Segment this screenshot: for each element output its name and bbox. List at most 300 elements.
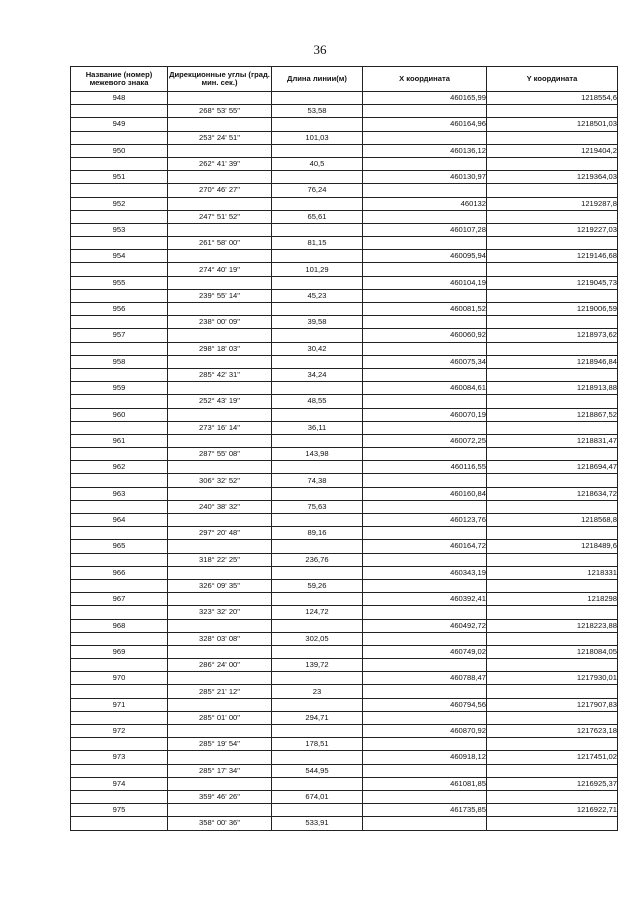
table-row — [71, 790, 618, 803]
table-row — [71, 593, 618, 606]
table-row — [71, 685, 618, 698]
direction-angle-cell — [168, 223, 272, 236]
table-row — [71, 711, 618, 724]
x-coordinate-cell — [363, 738, 487, 751]
direction-angle-cell: 240° 38' 32" — [168, 500, 272, 513]
direction-angle-cell — [168, 250, 272, 263]
direction-angle-cell: 238° 00' 09" — [168, 316, 272, 329]
direction-angle-cell: 274° 40' 19" — [168, 263, 272, 276]
table-row — [71, 184, 618, 197]
y-coordinate-cell — [487, 606, 618, 619]
y-coordinate-cell — [487, 184, 618, 197]
direction-angle-cell — [168, 645, 272, 658]
x-coordinate-cell: 460165,99 — [363, 92, 487, 105]
table-row — [71, 461, 618, 474]
marker-name-cell — [71, 632, 168, 645]
y-coordinate-cell: 1216925,37 — [487, 777, 618, 790]
direction-angle-cell: 285° 19' 54" — [168, 738, 272, 751]
line-length-cell: 81,15 — [272, 237, 363, 250]
line-length-cell — [272, 223, 363, 236]
table-row — [71, 92, 618, 105]
marker-name-cell: 960 — [71, 408, 168, 421]
marker-name-cell: 966 — [71, 566, 168, 579]
x-coordinate-cell — [363, 316, 487, 329]
direction-angle-cell — [168, 197, 272, 210]
line-length-cell: 544,95 — [272, 764, 363, 777]
direction-angle-cell — [168, 672, 272, 685]
line-length-cell: 302,05 — [272, 632, 363, 645]
direction-angle-cell: 285° 01' 00" — [168, 711, 272, 724]
y-coordinate-cell: 1218489,6 — [487, 540, 618, 553]
marker-name-cell: 950 — [71, 144, 168, 157]
y-coordinate-cell — [487, 685, 618, 698]
x-coordinate-cell — [363, 289, 487, 302]
y-coordinate-cell — [487, 210, 618, 223]
marker-name-cell: 949 — [71, 118, 168, 131]
marker-name-cell — [71, 711, 168, 724]
x-coordinate-cell — [363, 105, 487, 118]
y-coordinate-cell — [487, 105, 618, 118]
direction-angle-cell — [168, 434, 272, 447]
marker-name-cell — [71, 316, 168, 329]
direction-angle-cell — [168, 276, 272, 289]
line-length-cell — [272, 250, 363, 263]
direction-angle-cell: 285° 42' 31" — [168, 368, 272, 381]
line-length-cell: 101,29 — [272, 263, 363, 276]
line-length-cell: 65,61 — [272, 210, 363, 223]
line-length-cell — [272, 171, 363, 184]
table-row — [71, 131, 618, 144]
line-length-cell — [272, 566, 363, 579]
line-length-cell: 45,23 — [272, 289, 363, 302]
line-length-cell — [272, 382, 363, 395]
y-coordinate-cell: 1218501,03 — [487, 118, 618, 131]
y-coordinate-cell — [487, 448, 618, 461]
x-coordinate-cell: 460136,12 — [363, 144, 487, 157]
x-coordinate-cell — [363, 448, 487, 461]
y-coordinate-cell — [487, 368, 618, 381]
marker-name-cell: 973 — [71, 751, 168, 764]
marker-name-cell — [71, 500, 168, 513]
line-length-cell: 74,38 — [272, 474, 363, 487]
x-coordinate-cell — [363, 711, 487, 724]
direction-angle-cell — [168, 408, 272, 421]
table-row — [71, 645, 618, 658]
x-coordinate-cell: 460918,12 — [363, 751, 487, 764]
table-row — [71, 500, 618, 513]
marker-name-cell: 959 — [71, 382, 168, 395]
x-coordinate-cell: 460123,76 — [363, 514, 487, 527]
table-row — [71, 197, 618, 210]
line-length-cell: 75,63 — [272, 500, 363, 513]
line-length-cell — [272, 408, 363, 421]
marker-name-cell — [71, 579, 168, 592]
line-length-cell — [272, 487, 363, 500]
header-length: Длина линии(м) — [272, 67, 363, 92]
y-coordinate-cell — [487, 237, 618, 250]
marker-name-cell: 957 — [71, 329, 168, 342]
direction-angle-cell — [168, 118, 272, 131]
direction-angle-cell: 285° 21' 12" — [168, 685, 272, 698]
marker-name-cell: 968 — [71, 619, 168, 632]
marker-name-cell — [71, 184, 168, 197]
line-length-cell: 30,42 — [272, 342, 363, 355]
x-coordinate-cell — [363, 553, 487, 566]
line-length-cell: 236,76 — [272, 553, 363, 566]
x-coordinate-cell: 460164,96 — [363, 118, 487, 131]
table-row — [71, 368, 618, 381]
x-coordinate-cell: 460075,34 — [363, 355, 487, 368]
marker-name-cell — [71, 105, 168, 118]
y-coordinate-cell: 1218554,6 — [487, 92, 618, 105]
x-coordinate-cell: 460788,47 — [363, 672, 487, 685]
table-row — [71, 250, 618, 263]
marker-name-cell: 963 — [71, 487, 168, 500]
x-coordinate-cell: 460104,19 — [363, 276, 487, 289]
line-length-cell: 89,16 — [272, 527, 363, 540]
marker-name-cell: 972 — [71, 725, 168, 738]
x-coordinate-cell — [363, 157, 487, 170]
direction-angle-cell: 358° 00' 36" — [168, 817, 272, 830]
line-length-cell: 53,58 — [272, 105, 363, 118]
direction-angle-cell: 262° 41' 39" — [168, 157, 272, 170]
table-row — [71, 210, 618, 223]
direction-angle-cell — [168, 355, 272, 368]
direction-angle-cell: 239° 55' 14" — [168, 289, 272, 302]
line-length-cell — [272, 645, 363, 658]
line-length-cell — [272, 593, 363, 606]
table-row — [71, 395, 618, 408]
x-coordinate-cell: 460130,97 — [363, 171, 487, 184]
x-coordinate-cell — [363, 632, 487, 645]
marker-name-cell: 956 — [71, 303, 168, 316]
marker-name-cell — [71, 368, 168, 381]
x-coordinate-cell: 460343,19 — [363, 566, 487, 579]
x-coordinate-cell: 460749,02 — [363, 645, 487, 658]
line-length-cell — [272, 619, 363, 632]
x-coordinate-cell — [363, 368, 487, 381]
table-row — [71, 527, 618, 540]
table-row — [71, 632, 618, 645]
line-length-cell: 143,98 — [272, 448, 363, 461]
direction-angle-cell: 253° 24' 51" — [168, 131, 272, 144]
y-coordinate-cell: 1218331 — [487, 566, 618, 579]
marker-name-cell — [71, 474, 168, 487]
table-row — [71, 329, 618, 342]
y-coordinate-cell — [487, 817, 618, 830]
x-coordinate-cell — [363, 685, 487, 698]
marker-name-cell — [71, 342, 168, 355]
line-length-cell — [272, 276, 363, 289]
y-coordinate-cell: 1219045,73 — [487, 276, 618, 289]
line-length-cell — [272, 725, 363, 738]
marker-name-cell: 958 — [71, 355, 168, 368]
table-header-row — [71, 67, 618, 92]
x-coordinate-cell — [363, 790, 487, 803]
x-coordinate-cell — [363, 421, 487, 434]
y-coordinate-cell — [487, 527, 618, 540]
y-coordinate-cell: 1219146,68 — [487, 250, 618, 263]
table-row — [71, 606, 618, 619]
direction-angle-cell — [168, 461, 272, 474]
table-row — [71, 474, 618, 487]
marker-name-cell — [71, 685, 168, 698]
marker-name-cell — [71, 738, 168, 751]
marker-name-cell — [71, 395, 168, 408]
x-coordinate-cell: 460794,56 — [363, 698, 487, 711]
y-coordinate-cell — [487, 474, 618, 487]
direction-angle-cell: 323° 32' 20" — [168, 606, 272, 619]
marker-name-cell — [71, 289, 168, 302]
y-coordinate-cell — [487, 500, 618, 513]
y-coordinate-cell — [487, 764, 618, 777]
x-coordinate-cell — [363, 606, 487, 619]
table-row — [71, 237, 618, 250]
marker-name-cell: 974 — [71, 777, 168, 790]
marker-name-cell: 967 — [71, 593, 168, 606]
header-angles: Дирекционные углы (град. мин. сек.) — [168, 67, 272, 92]
y-coordinate-cell: 1219227,03 — [487, 223, 618, 236]
table-row — [71, 777, 618, 790]
direction-angle-cell — [168, 382, 272, 395]
table-row — [71, 804, 618, 817]
x-coordinate-cell: 460095,94 — [363, 250, 487, 263]
line-length-cell — [272, 514, 363, 527]
x-coordinate-cell: 460132 — [363, 197, 487, 210]
line-length-cell — [272, 804, 363, 817]
marker-name-cell: 951 — [71, 171, 168, 184]
table-row — [71, 659, 618, 672]
x-coordinate-cell — [363, 263, 487, 276]
table-row — [71, 355, 618, 368]
y-coordinate-cell — [487, 342, 618, 355]
line-length-cell: 674,01 — [272, 790, 363, 803]
table-row — [71, 408, 618, 421]
marker-name-cell — [71, 157, 168, 170]
table-row — [71, 817, 618, 830]
line-length-cell: 101,03 — [272, 131, 363, 144]
line-length-cell — [272, 197, 363, 210]
table-row — [71, 540, 618, 553]
table-row — [71, 553, 618, 566]
table-row — [71, 223, 618, 236]
direction-angle-cell — [168, 619, 272, 632]
direction-angle-cell — [168, 725, 272, 738]
direction-angle-cell — [168, 329, 272, 342]
x-coordinate-cell — [363, 817, 487, 830]
table-row — [71, 764, 618, 777]
line-length-cell: 39,58 — [272, 316, 363, 329]
line-length-cell — [272, 540, 363, 553]
x-coordinate-cell: 460492,72 — [363, 619, 487, 632]
direction-angle-cell: 328° 03' 08" — [168, 632, 272, 645]
table-row — [71, 514, 618, 527]
direction-angle-cell: 261° 58' 00" — [168, 237, 272, 250]
x-coordinate-cell: 460870,92 — [363, 725, 487, 738]
y-coordinate-cell — [487, 263, 618, 276]
line-length-cell — [272, 329, 363, 342]
coordinates-table — [70, 66, 618, 831]
table-row — [71, 118, 618, 131]
x-coordinate-cell — [363, 764, 487, 777]
marker-name-cell: 975 — [71, 804, 168, 817]
direction-angle-cell: 359° 46' 26" — [168, 790, 272, 803]
y-coordinate-cell: 1217451,02 — [487, 751, 618, 764]
x-coordinate-cell — [363, 579, 487, 592]
marker-name-cell: 948 — [71, 92, 168, 105]
marker-name-cell: 965 — [71, 540, 168, 553]
table-row — [71, 487, 618, 500]
line-length-cell: 533,91 — [272, 817, 363, 830]
y-coordinate-cell — [487, 289, 618, 302]
table-row — [71, 579, 618, 592]
x-coordinate-cell: 460160,84 — [363, 487, 487, 500]
y-coordinate-cell: 1218946,84 — [487, 355, 618, 368]
direction-angle-cell: 273° 16' 14" — [168, 421, 272, 434]
direction-angle-cell — [168, 487, 272, 500]
x-coordinate-cell — [363, 474, 487, 487]
table-row — [71, 157, 618, 170]
line-length-cell: 23 — [272, 685, 363, 698]
x-coordinate-cell: 460392,41 — [363, 593, 487, 606]
direction-angle-cell: 298° 18' 03" — [168, 342, 272, 355]
marker-name-cell: 971 — [71, 698, 168, 711]
direction-angle-cell: 286° 24' 00" — [168, 659, 272, 672]
line-length-cell: 59,26 — [272, 579, 363, 592]
direction-angle-cell: 247° 51' 52" — [168, 210, 272, 223]
y-coordinate-cell — [487, 421, 618, 434]
y-coordinate-cell: 1217623,18 — [487, 725, 618, 738]
y-coordinate-cell — [487, 131, 618, 144]
marker-name-cell: 969 — [71, 645, 168, 658]
line-length-cell: 178,51 — [272, 738, 363, 751]
marker-name-cell — [71, 817, 168, 830]
y-coordinate-cell: 1216922,71 — [487, 804, 618, 817]
line-length-cell — [272, 355, 363, 368]
table-row — [71, 382, 618, 395]
line-length-cell: 36,11 — [272, 421, 363, 434]
direction-angle-cell: 326° 09' 35" — [168, 579, 272, 592]
table-row — [71, 698, 618, 711]
marker-name-cell — [71, 421, 168, 434]
y-coordinate-cell: 1218634,72 — [487, 487, 618, 500]
y-coordinate-cell — [487, 316, 618, 329]
x-coordinate-cell: 460107,28 — [363, 223, 487, 236]
direction-angle-cell: 268° 53' 55" — [168, 105, 272, 118]
table-row — [71, 171, 618, 184]
table-row — [71, 434, 618, 447]
table-row — [71, 421, 618, 434]
table-row — [71, 672, 618, 685]
line-length-cell — [272, 92, 363, 105]
x-coordinate-cell — [363, 659, 487, 672]
marker-name-cell: 961 — [71, 434, 168, 447]
y-coordinate-cell: 1219404,2 — [487, 144, 618, 157]
page-number: 36 — [313, 42, 327, 57]
marker-name-cell: 955 — [71, 276, 168, 289]
line-length-cell — [272, 751, 363, 764]
table-row — [71, 751, 618, 764]
marker-name-cell: 953 — [71, 223, 168, 236]
x-coordinate-cell: 461735,85 — [363, 804, 487, 817]
x-coordinate-cell: 460084,61 — [363, 382, 487, 395]
marker-name-cell: 962 — [71, 461, 168, 474]
y-coordinate-cell: 1217907,83 — [487, 698, 618, 711]
line-length-cell — [272, 777, 363, 790]
x-coordinate-cell — [363, 342, 487, 355]
marker-name-cell: 954 — [71, 250, 168, 263]
table-row — [71, 289, 618, 302]
y-coordinate-cell — [487, 711, 618, 724]
marker-name-cell — [71, 448, 168, 461]
x-coordinate-cell: 460081,52 — [363, 303, 487, 316]
direction-angle-cell — [168, 540, 272, 553]
table-row — [71, 276, 618, 289]
line-length-cell — [272, 434, 363, 447]
direction-angle-cell: 270° 46' 27" — [168, 184, 272, 197]
direction-angle-cell — [168, 514, 272, 527]
line-length-cell: 294,71 — [272, 711, 363, 724]
marker-name-cell: 970 — [71, 672, 168, 685]
table-row — [71, 725, 618, 738]
x-coordinate-cell — [363, 184, 487, 197]
y-coordinate-cell — [487, 579, 618, 592]
y-coordinate-cell — [487, 790, 618, 803]
y-coordinate-cell: 1219364,03 — [487, 171, 618, 184]
x-coordinate-cell — [363, 237, 487, 250]
y-coordinate-cell: 1219287,8 — [487, 197, 618, 210]
x-coordinate-cell — [363, 500, 487, 513]
y-coordinate-cell: 1218831,47 — [487, 434, 618, 447]
y-coordinate-cell: 1218568,8 — [487, 514, 618, 527]
direction-angle-cell: 306° 32' 52" — [168, 474, 272, 487]
line-length-cell — [272, 303, 363, 316]
header-y: Y координата — [487, 67, 618, 92]
line-length-cell — [272, 118, 363, 131]
table-row — [71, 105, 618, 118]
marker-name-cell: 952 — [71, 197, 168, 210]
direction-angle-cell — [168, 777, 272, 790]
line-length-cell: 48,55 — [272, 395, 363, 408]
marker-name-cell — [71, 131, 168, 144]
y-coordinate-cell: 1218223,88 — [487, 619, 618, 632]
x-coordinate-cell — [363, 527, 487, 540]
x-coordinate-cell: 460072,25 — [363, 434, 487, 447]
line-length-cell — [272, 672, 363, 685]
direction-angle-cell — [168, 171, 272, 184]
y-coordinate-cell: 1218298 — [487, 593, 618, 606]
y-coordinate-cell — [487, 395, 618, 408]
y-coordinate-cell: 1218867,52 — [487, 408, 618, 421]
x-coordinate-cell: 461081,85 — [363, 777, 487, 790]
line-length-cell — [272, 461, 363, 474]
y-coordinate-cell — [487, 553, 618, 566]
y-coordinate-cell: 1218913,88 — [487, 382, 618, 395]
x-coordinate-cell — [363, 395, 487, 408]
y-coordinate-cell: 1218084,05 — [487, 645, 618, 658]
line-length-cell — [272, 144, 363, 157]
direction-angle-cell: 297° 20' 48" — [168, 527, 272, 540]
direction-angle-cell — [168, 751, 272, 764]
table-row — [71, 316, 618, 329]
table-row — [71, 342, 618, 355]
table-row — [71, 303, 618, 316]
table-row — [71, 619, 618, 632]
table-body — [71, 92, 618, 831]
table-row — [71, 263, 618, 276]
line-length-cell: 34,24 — [272, 368, 363, 381]
table-row — [71, 738, 618, 751]
